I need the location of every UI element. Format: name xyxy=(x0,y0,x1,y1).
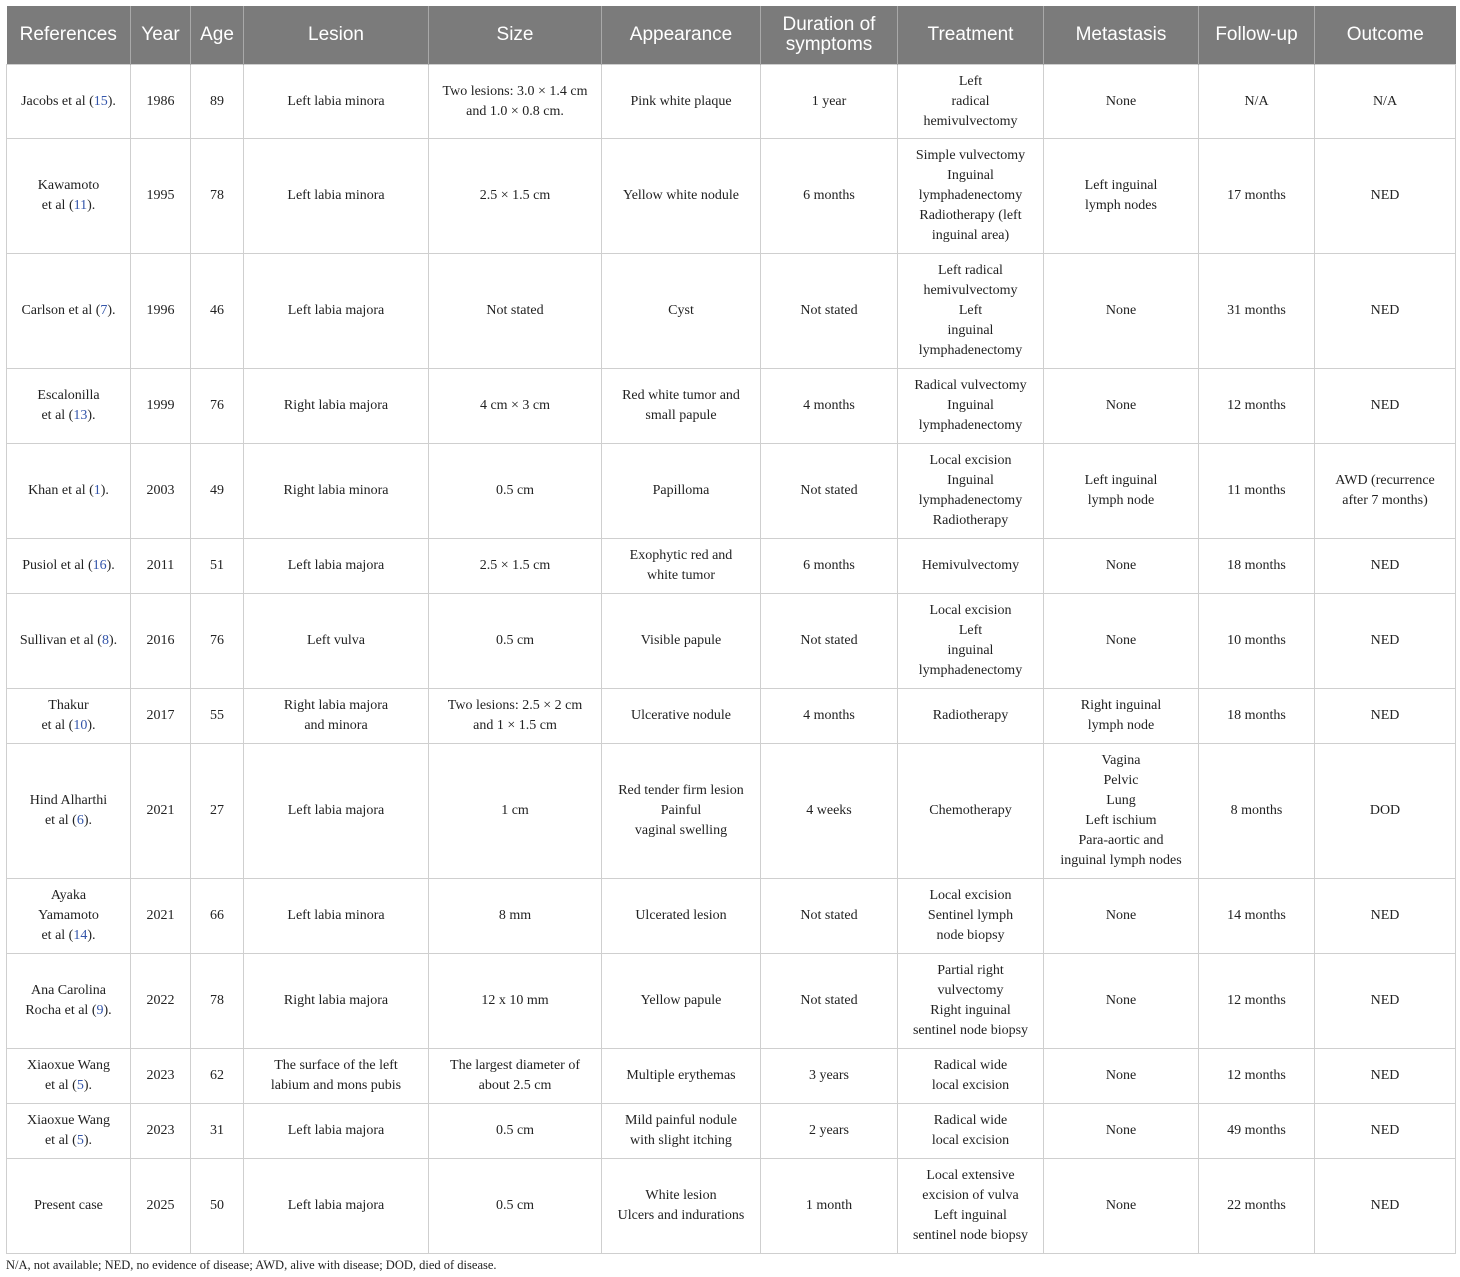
cell-size: 1 cm xyxy=(429,744,602,879)
cell-treatment: Local excision Sentinel lymph node biopsy xyxy=(898,879,1044,954)
cell-followup: 12 months xyxy=(1199,369,1315,444)
table-row xyxy=(7,594,1456,689)
table-row xyxy=(7,444,1456,539)
cell-lesion: Right labia majora xyxy=(244,954,429,1049)
cell-duration: 1 month xyxy=(761,1159,898,1254)
cell-age: 49 xyxy=(191,444,244,539)
cell-followup: 8 months xyxy=(1199,744,1315,879)
cell-metastasis: None xyxy=(1044,954,1199,1049)
cell-metastasis: None xyxy=(1044,594,1199,689)
cell-duration: 4 months xyxy=(761,689,898,744)
cell-lesion: Left vulva xyxy=(244,594,429,689)
cell-reference xyxy=(7,444,131,539)
cell-followup: 49 months xyxy=(1199,1104,1315,1159)
cell-outcome: NED xyxy=(1315,1104,1456,1159)
cell-followup: N/A xyxy=(1199,65,1315,139)
cell-size: 12 x 10 mm xyxy=(429,954,602,1049)
cell-treatment: Local excision Inguinal lymphadenectomy Radiotherapy xyxy=(898,444,1044,539)
cell-duration: Not stated xyxy=(761,954,898,1049)
reference-suffix: ). xyxy=(83,1078,93,1093)
cell-lesion: Left labia majora xyxy=(244,1159,429,1254)
cell-appearance: Multiple erythemas xyxy=(602,1049,761,1104)
cell-treatment: Local excision Left inguinal lymphadenectomy xyxy=(898,594,1044,689)
cell-lesion: Left labia majora xyxy=(244,539,429,594)
cell-metastasis: None xyxy=(1044,539,1199,594)
col-header-age: Age xyxy=(191,6,244,65)
cell-appearance: Mild painful nodule with slight itching xyxy=(602,1104,761,1159)
cell-outcome: NED xyxy=(1315,539,1456,594)
cell-appearance: Yellow white nodule xyxy=(602,139,761,254)
cell-followup: 12 months xyxy=(1199,954,1315,1049)
cell-duration: 4 weeks xyxy=(761,744,898,879)
cell-year: 2025 xyxy=(131,1159,191,1254)
cell-lesion: Right labia majora xyxy=(244,369,429,444)
cell-duration: Not stated xyxy=(761,254,898,369)
cell-outcome: NED xyxy=(1315,1159,1456,1254)
cell-year: 2021 xyxy=(131,879,191,954)
cell-reference xyxy=(7,65,131,139)
cell-age: 78 xyxy=(191,139,244,254)
cell-treatment: Simple vulvectomy Inguinal lymphadenectomy Radiotherapy (left inguinal area) xyxy=(898,139,1044,254)
cell-treatment: Partial right vulvectomy Right inguinal sentinel node biopsy xyxy=(898,954,1044,1049)
cell-size: Two lesions: 2.5 × 2 cm and 1 × 1.5 cm xyxy=(429,689,602,744)
cell-appearance: Papilloma xyxy=(602,444,761,539)
table-row xyxy=(7,65,1456,139)
reference-link[interactable]: 14 xyxy=(73,928,88,943)
cell-size: 4 cm × 3 cm xyxy=(429,369,602,444)
cell-age: 78 xyxy=(191,954,244,1049)
reference-link[interactable]: 5 xyxy=(76,1078,84,1093)
cell-lesion: Left labia majora xyxy=(244,1104,429,1159)
table-row xyxy=(7,1049,1456,1104)
cell-reference xyxy=(7,689,131,744)
cell-size: 0.5 cm xyxy=(429,1104,602,1159)
col-header-lesion: Lesion xyxy=(244,6,429,65)
cell-age: 76 xyxy=(191,369,244,444)
cell-appearance: Pink white plaque xyxy=(602,65,761,139)
cell-metastasis: Right inguinal lymph node xyxy=(1044,689,1199,744)
cell-year: 2017 xyxy=(131,689,191,744)
reference-suffix: ). xyxy=(83,1133,93,1148)
reference-text: Present case xyxy=(34,1198,103,1213)
reference-link[interactable]: 5 xyxy=(76,1133,84,1148)
col-header-appearance: Appearance xyxy=(602,6,761,65)
cell-lesion: Left labia majora xyxy=(244,254,429,369)
cell-year: 2016 xyxy=(131,594,191,689)
reference-text: Hind Alharthi et al ( xyxy=(29,793,108,828)
cell-age: 46 xyxy=(191,254,244,369)
reference-link[interactable]: 15 xyxy=(93,93,108,109)
reference-link[interactable]: 7 xyxy=(100,303,108,318)
cell-treatment: Chemotherapy xyxy=(898,744,1044,879)
reference-text: Khan et al ( xyxy=(28,483,94,498)
cell-followup: 17 months xyxy=(1199,139,1315,254)
table-row xyxy=(7,369,1456,444)
cell-age: 62 xyxy=(191,1049,244,1104)
cell-size: 0.5 cm xyxy=(429,444,602,539)
reference-text: Thakur et al ( xyxy=(41,698,89,733)
cell-age: 31 xyxy=(191,1104,244,1159)
cell-appearance: Ulcerative nodule xyxy=(602,689,761,744)
cell-metastasis: Vagina Pelvic Lung Left ischium Para-aortic and inguinal lymph nodes xyxy=(1044,744,1199,879)
cell-treatment: Radical vulvectomy Inguinal lymphadenectomy xyxy=(898,369,1044,444)
reference-suffix: ). xyxy=(87,408,96,423)
cell-followup: 12 months xyxy=(1199,1049,1315,1104)
cell-outcome: NED xyxy=(1315,879,1456,954)
reference-suffix: ). xyxy=(107,303,116,318)
cell-outcome: NED xyxy=(1315,254,1456,369)
cell-reference xyxy=(7,254,131,369)
cell-age: 51 xyxy=(191,539,244,594)
cell-followup: 11 months xyxy=(1199,444,1315,539)
cell-size: 0.5 cm xyxy=(429,594,602,689)
cell-reference xyxy=(7,744,131,879)
reference-text: Carlson et al ( xyxy=(21,303,101,318)
cell-reference xyxy=(7,1049,131,1104)
reference-suffix: ). xyxy=(83,813,93,828)
cell-year: 1986 xyxy=(131,65,191,139)
cell-treatment: Radiotherapy xyxy=(898,689,1044,744)
col-header-outcome: Outcome xyxy=(1315,6,1456,65)
cell-year: 2023 xyxy=(131,1049,191,1104)
cell-reference xyxy=(7,954,131,1049)
cell-year: 2003 xyxy=(131,444,191,539)
cell-size: Two lesions: 3.0 × 1.4 cm and 1.0 × 0.8 cm. xyxy=(429,65,602,139)
col-header-followup: Follow-up xyxy=(1199,6,1315,65)
cell-outcome: NED xyxy=(1315,954,1456,1049)
cell-treatment: Left radical hemivulvectomy xyxy=(898,65,1044,139)
col-header-treatment: Treatment xyxy=(898,6,1044,65)
cell-year: 2022 xyxy=(131,954,191,1049)
cell-followup: 10 months xyxy=(1199,594,1315,689)
cell-duration: 6 months xyxy=(761,139,898,254)
reference-text: Xiaoxue Wang et al ( xyxy=(27,1058,110,1093)
cell-appearance: White lesion Ulcers and indurations xyxy=(602,1159,761,1254)
cell-outcome: NED xyxy=(1315,369,1456,444)
reference-suffix: ). xyxy=(108,633,118,648)
cell-metastasis: None xyxy=(1044,1049,1199,1104)
cell-duration: 4 months xyxy=(761,369,898,444)
cell-outcome: N/A xyxy=(1315,65,1456,139)
cell-size: Not stated xyxy=(429,254,602,369)
reference-suffix: ). xyxy=(100,483,109,498)
cell-size: The largest diameter of about 2.5 cm xyxy=(429,1049,602,1104)
reference-text: Ayaka Yamamoto et al ( xyxy=(38,888,99,943)
header-row xyxy=(7,6,1456,65)
table-row xyxy=(7,689,1456,744)
reference-link[interactable]: 6 xyxy=(76,813,84,828)
cell-duration: 1 year xyxy=(761,65,898,139)
table-row xyxy=(7,879,1456,954)
cell-year: 2023 xyxy=(131,1104,191,1159)
cell-duration: Not stated xyxy=(761,879,898,954)
cell-age: 66 xyxy=(191,879,244,954)
reference-suffix: ). xyxy=(103,1003,112,1018)
reference-text: Pusiol et al ( xyxy=(22,558,93,573)
reference-suffix: ). xyxy=(87,718,96,733)
reference-text: Jacobs et al ( xyxy=(21,93,94,109)
cell-reference xyxy=(7,539,131,594)
cell-reference xyxy=(7,369,131,444)
table-body xyxy=(7,65,1456,1254)
cell-lesion: The surface of the left labium and mons pubis xyxy=(244,1049,429,1104)
cell-appearance: Ulcerated lesion xyxy=(602,879,761,954)
cell-metastasis: Left inguinal lymph nodes xyxy=(1044,139,1199,254)
table-row xyxy=(7,139,1456,254)
cell-age: 50 xyxy=(191,1159,244,1254)
cell-reference xyxy=(7,139,131,254)
table-row xyxy=(7,539,1456,594)
cell-outcome: DOD xyxy=(1315,744,1456,879)
cell-appearance: Visible papule xyxy=(602,594,761,689)
cell-lesion: Left labia minora xyxy=(244,139,429,254)
cell-outcome: AWD (recurrence after 7 months) xyxy=(1315,444,1456,539)
reference-text: Xiaoxue Wang et al ( xyxy=(27,1113,110,1148)
reference-link[interactable]: 1 xyxy=(93,483,101,498)
table-footnote: N/A, not available; NED, no evidence of disease; AWD, alive with disease; DOD, died of disease. xyxy=(6,1258,497,1272)
cell-duration: Not stated xyxy=(761,444,898,539)
cell-metastasis: None xyxy=(1044,879,1199,954)
cell-appearance: Yellow papule xyxy=(602,954,761,1049)
case-table xyxy=(6,6,1456,1254)
cell-outcome: NED xyxy=(1315,1049,1456,1104)
cell-metastasis: None xyxy=(1044,254,1199,369)
reference-link[interactable]: 10 xyxy=(73,718,88,733)
table-row xyxy=(7,1104,1456,1159)
cell-followup: 31 months xyxy=(1199,254,1315,369)
cell-treatment: Hemivulvectomy xyxy=(898,539,1044,594)
cell-duration: 6 months xyxy=(761,539,898,594)
cell-followup: 14 months xyxy=(1199,879,1315,954)
reference-suffix: ). xyxy=(107,93,116,109)
col-header-references: References xyxy=(7,6,131,65)
cell-duration: 3 years xyxy=(761,1049,898,1104)
cell-reference xyxy=(7,879,131,954)
reference-link[interactable]: 16 xyxy=(92,558,107,573)
col-header-metastasis: Metastasis xyxy=(1044,6,1199,65)
cell-treatment: Radical wide local excision xyxy=(898,1104,1044,1159)
reference-link[interactable]: 11 xyxy=(73,198,88,213)
col-header-size: Size xyxy=(429,6,602,65)
cell-age: 76 xyxy=(191,594,244,689)
table-row xyxy=(7,254,1456,369)
cell-metastasis: None xyxy=(1044,65,1199,139)
cell-treatment: Local extensive excision of vulva Left inguinal sentinel node biopsy xyxy=(898,1159,1044,1254)
cell-year: 2011 xyxy=(131,539,191,594)
reference-text: Escalonilla et al ( xyxy=(37,388,100,423)
cell-lesion: Right labia minora xyxy=(244,444,429,539)
cell-followup: 22 months xyxy=(1199,1159,1315,1254)
reference-link[interactable]: 8 xyxy=(101,633,109,648)
reference-suffix: ). xyxy=(87,928,96,943)
cell-age: 55 xyxy=(191,689,244,744)
cell-metastasis: None xyxy=(1044,1159,1199,1254)
cell-appearance: Cyst xyxy=(602,254,761,369)
cell-followup: 18 months xyxy=(1199,689,1315,744)
cell-metastasis: Left inguinal lymph node xyxy=(1044,444,1199,539)
cell-appearance: Exophytic red and white tumor xyxy=(602,539,761,594)
cell-treatment: Radical wide local excision xyxy=(898,1049,1044,1104)
table-row xyxy=(7,744,1456,879)
cell-appearance: Red tender firm lesion Painful vaginal swelling xyxy=(602,744,761,879)
cell-metastasis: None xyxy=(1044,1104,1199,1159)
reference-text: Ana Carolina Rocha et al ( xyxy=(25,983,107,1018)
cell-lesion: Right labia majora and minora xyxy=(244,689,429,744)
reference-suffix: ). xyxy=(87,198,96,213)
cell-lesion: Left labia minora xyxy=(244,879,429,954)
table-row xyxy=(7,1159,1456,1254)
cell-size: 0.5 cm xyxy=(429,1159,602,1254)
cell-reference xyxy=(7,1159,131,1254)
cell-metastasis: None xyxy=(1044,369,1199,444)
reference-text: Kawamoto et al ( xyxy=(37,178,100,213)
cell-year: 1995 xyxy=(131,139,191,254)
cell-outcome: NED xyxy=(1315,689,1456,744)
cell-treatment: Left radical hemivulvectomy Left inguinal lymphadenectomy xyxy=(898,254,1044,369)
cell-followup: 18 months xyxy=(1199,539,1315,594)
cell-reference xyxy=(7,594,131,689)
col-header-year: Year xyxy=(131,6,191,65)
reference-link[interactable]: 9 xyxy=(96,1003,104,1018)
cell-size: 2.5 × 1.5 cm xyxy=(429,139,602,254)
cell-reference xyxy=(7,1104,131,1159)
cell-lesion: Left labia minora xyxy=(244,65,429,139)
cell-lesion: Left labia majora xyxy=(244,744,429,879)
cell-size: 2.5 × 1.5 cm xyxy=(429,539,602,594)
cell-outcome: NED xyxy=(1315,139,1456,254)
cell-year: 1996 xyxy=(131,254,191,369)
cell-duration: Not stated xyxy=(761,594,898,689)
reference-link[interactable]: 13 xyxy=(73,408,88,423)
col-header-duration: Duration of symptoms xyxy=(761,6,898,65)
reference-text: Sullivan et al ( xyxy=(19,633,102,648)
case-table-container xyxy=(6,6,1455,1254)
cell-size: 8 mm xyxy=(429,879,602,954)
cell-appearance: Red white tumor and small papule xyxy=(602,369,761,444)
cell-year: 2021 xyxy=(131,744,191,879)
table-row xyxy=(7,954,1456,1049)
reference-suffix: ). xyxy=(106,558,115,573)
cell-duration: 2 years xyxy=(761,1104,898,1159)
cell-age: 89 xyxy=(191,65,244,139)
cell-age: 27 xyxy=(191,744,244,879)
cell-outcome: NED xyxy=(1315,594,1456,689)
cell-year: 1999 xyxy=(131,369,191,444)
